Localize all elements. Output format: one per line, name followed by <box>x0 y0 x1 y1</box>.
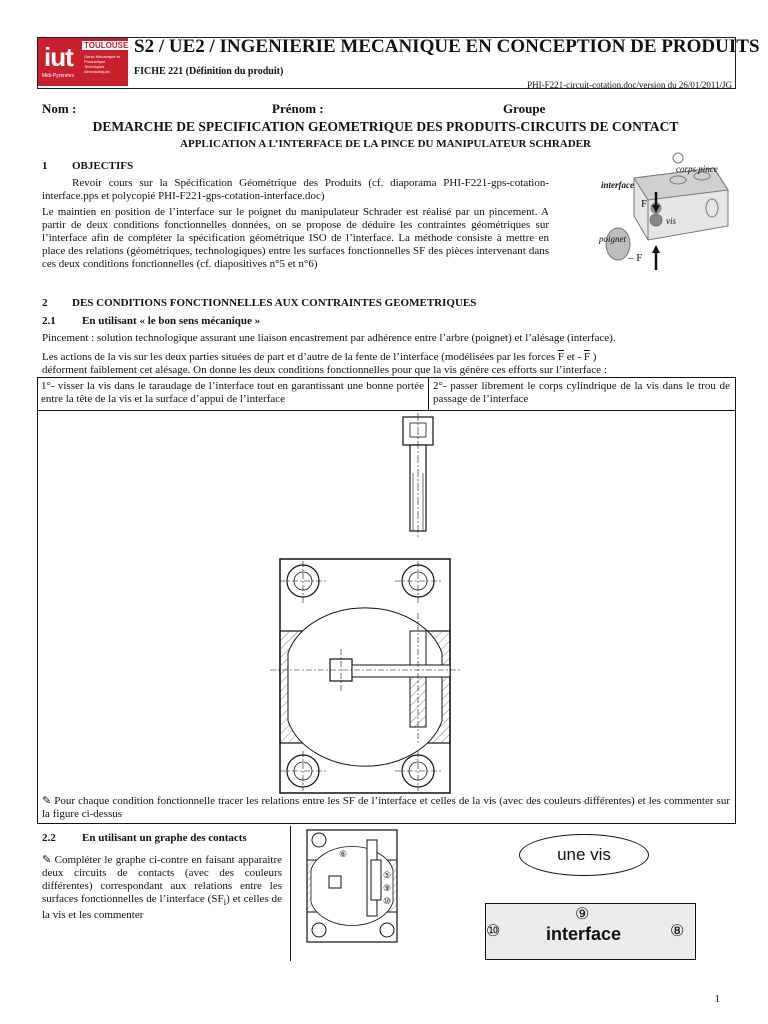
pencil-icon: ✎ <box>42 795 52 807</box>
force-close: ) <box>592 351 597 363</box>
mini-label-6: ⑥ <box>339 850 348 860</box>
condition-1: 1°- visser la vis dans le taraudage de l’interface tout en garantissant une bonne portée entre la tête de la vis et la surface d’appui de l’interface <box>41 380 424 405</box>
nom-label: Nom : <box>42 101 77 116</box>
section21-title: En utilisant « le bon sens mécanique » <box>82 315 261 327</box>
table-divider-h <box>37 410 735 411</box>
section2-title: DES CONDITIONS FONCTIONNELLES AUX CONTRAINTES GEOMETRIQUES <box>72 297 477 309</box>
mini-label-10: ⑩ <box>383 897 392 907</box>
section1-title: OBJECTIFS <box>72 160 134 172</box>
page-title: S2 / UE2 / INGENIERIE MECANIQUE EN CONCEPTION DE PRODUITS <box>134 36 760 57</box>
section2-paragraph2-a: Les actions de la vis sur les deux parties situées de part et d’autre de la fente de l’interface (modélisées par les forces <box>42 351 556 363</box>
pencil-icon: ✎ <box>42 854 52 866</box>
surface-10[interactable]: ⑩ <box>486 923 501 940</box>
graph-node-screw[interactable]: une vis <box>519 834 649 876</box>
iut-logo <box>38 38 128 86</box>
groupe-label: Groupe <box>503 101 546 116</box>
document-reference: PHI-F221-circuit-cotation.doc/version du 26/01/2011/JG <box>527 80 732 90</box>
mini-interface-drawing <box>290 826 411 961</box>
page-number: 1 <box>714 993 720 1005</box>
surface-8[interactable]: ⑧ <box>670 923 685 940</box>
force-f1: $\overline{F}$ <box>557 351 564 363</box>
section1-paragraph2: Le maintien en position de l’interface sur le poignet du manipulateur Schrader est réalisé par un pincement. A partir de deux conditions fonctionnelles données, on se propose de déduire les contraintes géométriques sur l’interface afin de compléter la spécification géométrique ISO de l’interface. La méthode consiste à mettre en place des relations (géométriques, technologiques) entre les surfaces fonctionnelles SF des pièces intervenant dans ces deux conditions fonctionnelles (cf. diapositives n°5 et n°6) <box>42 206 549 270</box>
logo-iut-text: iut <box>44 42 73 72</box>
instruction-text: Pour chaque condition fonctionnelle tracer les relations entre les SF de l’interface et celles de la vis (avec des couleurs différentes) et les commenter sur la figure ci-dessus <box>42 795 730 820</box>
vis-label: vis <box>666 216 676 226</box>
graph-node-interface[interactable] <box>485 903 696 960</box>
table-divider-v <box>428 377 429 410</box>
section22-title: En utilisant un graphe des contacts <box>82 832 247 844</box>
logo-region: Midi-Pyrénées <box>42 73 74 79</box>
section22-paragraph: ✎ Compléter le graphe ci-contre en faisant apparaitre deux circuits de contacts (avec des couleurs différentes) correspondant aux relations entre les surfaces fonctionnelles de l’interface $(SF_i)$ et celles de la vis et les commenter <box>42 854 282 922</box>
section21-number: 2.1 <box>42 315 56 327</box>
interface-label: interface <box>601 180 634 190</box>
section1-number: 1 <box>42 160 48 172</box>
poignet-label: poignet <box>599 234 626 244</box>
interface-technical-drawing <box>270 413 470 813</box>
surface-9[interactable]: ⑨ <box>575 906 590 923</box>
force-label: F <box>641 198 648 210</box>
logo-department: Génie Mécanique et Productique Techniques Aéronautiques <box>84 54 120 74</box>
section22-number: 2.2 <box>42 832 56 844</box>
main-heading: DEMARCHE DE SPECIFICATION GEOMETRIQUE DES PRODUITS-CIRCUITS DE CONTACT <box>92 119 679 134</box>
force-et: et - <box>566 351 582 363</box>
mini-label-5: ⑤ <box>383 871 392 881</box>
section2-paragraph1: Pincement : solution technologique assurant une liaison encastrement par adhérence entre l’arbre (poignet) et l’alésage (interface). <box>42 332 616 344</box>
corps-pince-label: corps pince <box>676 164 718 174</box>
fiche-label: FICHE 221 (Définition du produit) <box>134 66 284 77</box>
neg-force-label: – F <box>628 252 643 264</box>
section2-paragraph2 <box>42 351 742 364</box>
force-f2: $\overline{F}$ <box>583 351 590 363</box>
section1-paragraph1: Revoir cours sur la Spécification Géométrique des Produits (cf. diaporama PHI-F221-gps-cotation-interface.pps et polycopié PHI-F221-gps-cotation-interface.doc) <box>42 177 549 202</box>
interface-node-label: interface <box>546 924 622 944</box>
mini-label-9: ⑨ <box>383 884 392 894</box>
instruction-section21 <box>42 795 730 821</box>
condition-2: 2°- passer librement le corps cylindrique de la vis dans le trou de passage de l’interface <box>433 380 730 405</box>
sub-heading: APPLICATION A L’INTERFACE DE LA PINCE DU MANIPULATEUR SCHRADER <box>180 138 591 150</box>
section2-paragraph2b: déforment faiblement cet alésage. On donne les deux conditions fonctionnelles pour que la vis génère ces efforts sur l’interface : <box>42 364 607 376</box>
prenom-label: Prénom : <box>272 101 324 116</box>
section2-number: 2 <box>42 297 48 309</box>
logo-city: TOULOUSE <box>84 41 129 50</box>
